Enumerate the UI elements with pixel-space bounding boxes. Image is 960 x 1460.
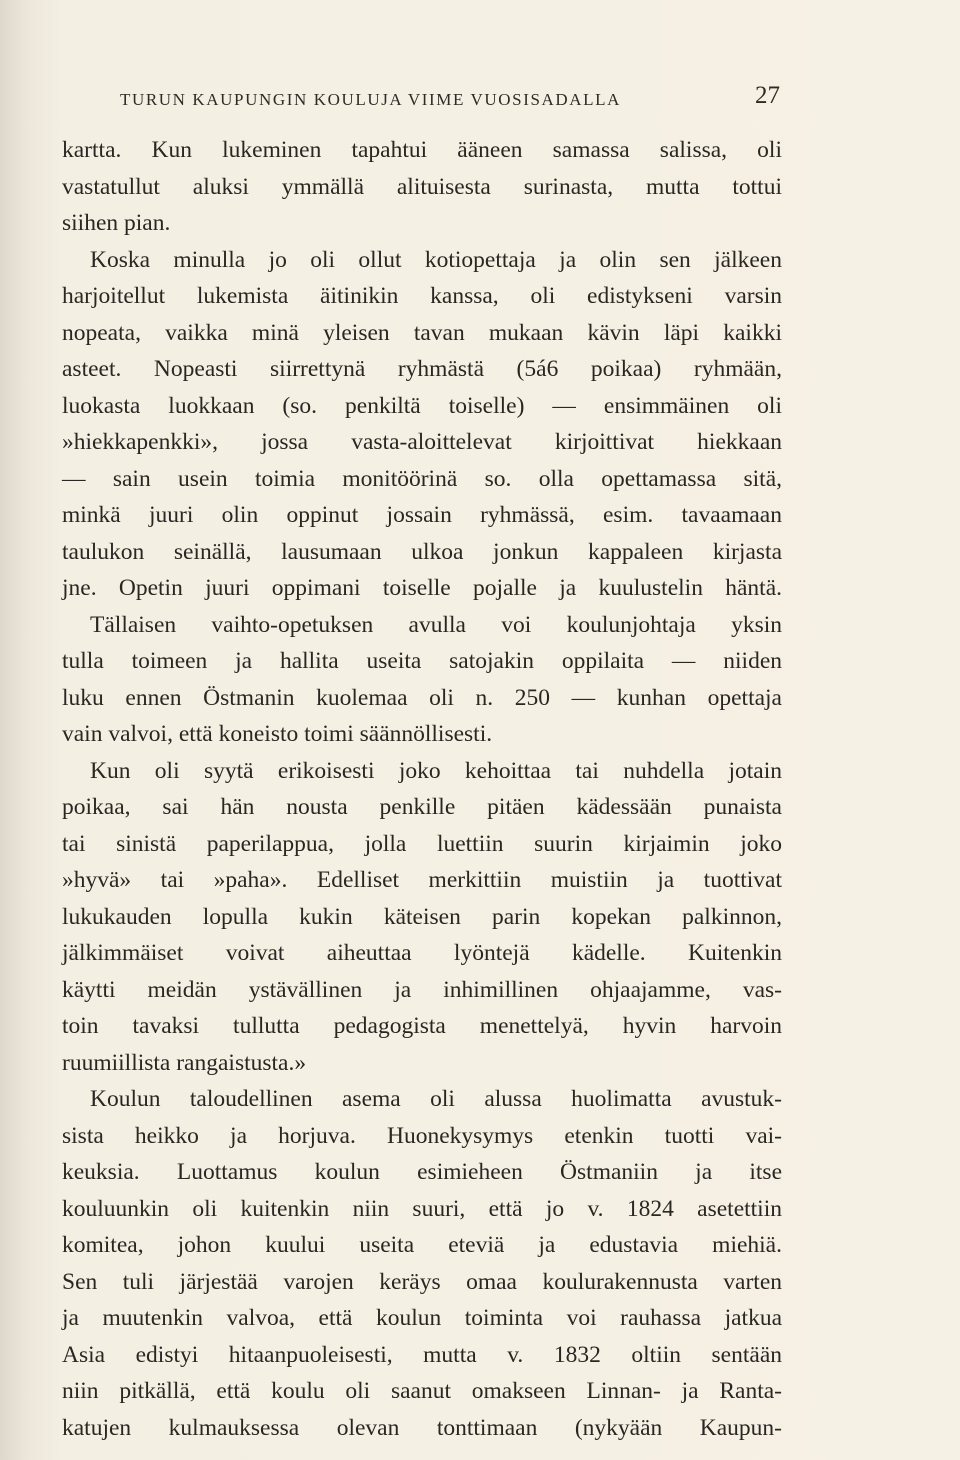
text-line: toin tavaksi tullutta pedagogista menettelyä, hyvin harvoin <box>62 1013 782 1039</box>
text-line: käytti meidän ystävällinen ja inhimillinen ohjaajamme, vas- <box>62 976 782 1003</box>
text-line: jälkimmäiset voivat aiheuttaa lyöntejä kädelle. Kuitenkin <box>62 940 782 966</box>
text-line: luokasta luokkaan (so. penkiltä toiselle) — ensimmäinen oli <box>62 392 782 419</box>
text-line: sista heikko ja horjuva. Huonekysymys etenkin tuotti vai- <box>62 1122 782 1149</box>
text-line: kartta. Kun lukeminen tapahtui ääneen samassa salissa, oli <box>62 137 782 163</box>
text-line: vastatullut aluksi ymmällä alituisesta surinasta, mutta tottui <box>62 173 782 200</box>
text-line: Koulun taloudellinen asema oli alussa huolimatta avustuk- <box>90 1086 782 1112</box>
text-line: Koska minulla jo oli ollut kotiopettaja ja olin sen jälkeen <box>90 246 782 273</box>
text-line: siihen pian. <box>62 210 171 236</box>
text-line: ruumiillista rangaistusta.» <box>62 1049 307 1076</box>
text-line: tai sinistä paperilappua, jolla luettiin suurin kirjaimin joko <box>62 830 782 857</box>
text-line: »hiekkapenkki», jossa vasta-aloittelevat kirjoittivat hiekkaan <box>62 429 782 455</box>
page-header <box>120 82 780 118</box>
text-line: kouluunkin oli kuitenkin niin suuri, että jo v. 1824 asetettiin <box>62 1195 782 1222</box>
text-line: keuksia. Luottamus koulun esimieheen Östmaniin ja itse <box>62 1159 782 1185</box>
text-line: lukukauden lopulla kukin käteisen parin kopekan palkinnon, <box>62 903 782 930</box>
text-line: jne. Opetin juuri oppimani toiselle pojalle ja kuulustelin häntä. <box>62 575 782 601</box>
body-text <box>62 132 782 1446</box>
text-line: Tällaisen vaihto-opetuksen avulla voi koulunjohtaja yksin <box>90 611 782 638</box>
text-line: »hyvä» tai »paha». Edelliset merkittiin muistiin ja tuottivat <box>62 867 782 893</box>
text-line: harjoitellut lukemista äitinikin kanssa, oli edistykseni varsin <box>62 283 782 309</box>
running-title: TURUN KAUPUNGIN KOULUJA VIIME VUOSISADALLA <box>120 90 622 109</box>
text-line: Sen tuli järjestää varojen keräys omaa koulurakennusta varten <box>62 1268 782 1295</box>
text-line: vain valvoi, että koneisto toimi säännöllisesti. <box>62 721 493 747</box>
text-line: komitea, johon kuului useita eteviä ja edustavia miehiä. <box>62 1232 782 1258</box>
page-number: 27 <box>755 82 780 109</box>
text-line: nopeata, vaikka minä yleisen tavan mukaan kävin läpi kaikki <box>62 319 782 346</box>
text-line: asteet. Nopeasti siirrettynä ryhmästä (5á6 poikaa) ryhmään, <box>62 356 782 382</box>
text-line: tulla toimeen ja hallita useita satojakin oppilaita — niiden <box>62 648 782 674</box>
text-line: katujen kulmauksessa olevan tonttimaan (nykyään Kaupun- <box>62 1414 782 1441</box>
text-line: Kun oli syytä erikoisesti joko kehoittaa tai nuhdella jotain <box>90 757 782 784</box>
text-line: minkä juuri olin oppinut jossain ryhmässä, esim. tavaamaan <box>62 502 782 528</box>
text-line: niin pitkällä, että koulu oli saanut omakseen Linnan- ja Ranta- <box>62 1378 782 1404</box>
text-line: luku ennen Östmanin kuolemaa oli n. 250 — kunhan opettaja <box>62 684 782 711</box>
text-line: poikaa, sai hän nousta penkille pitäen kädessään punaista <box>62 794 782 820</box>
text-line: taulukon seinällä, lausumaan ulkoa jonkun kappaleen kirjasta <box>62 538 782 565</box>
text-line: Asia edistyi hitaanpuoleisesti, mutta v. 1832 oltiin sentään <box>62 1341 782 1368</box>
text-line: — sain usein toimia monitöörinä so. olla opettamassa sitä, <box>62 465 782 492</box>
text-line: ja muutenkin valvoa, että koulun toiminta voi rauhassa jatkua <box>62 1305 782 1331</box>
